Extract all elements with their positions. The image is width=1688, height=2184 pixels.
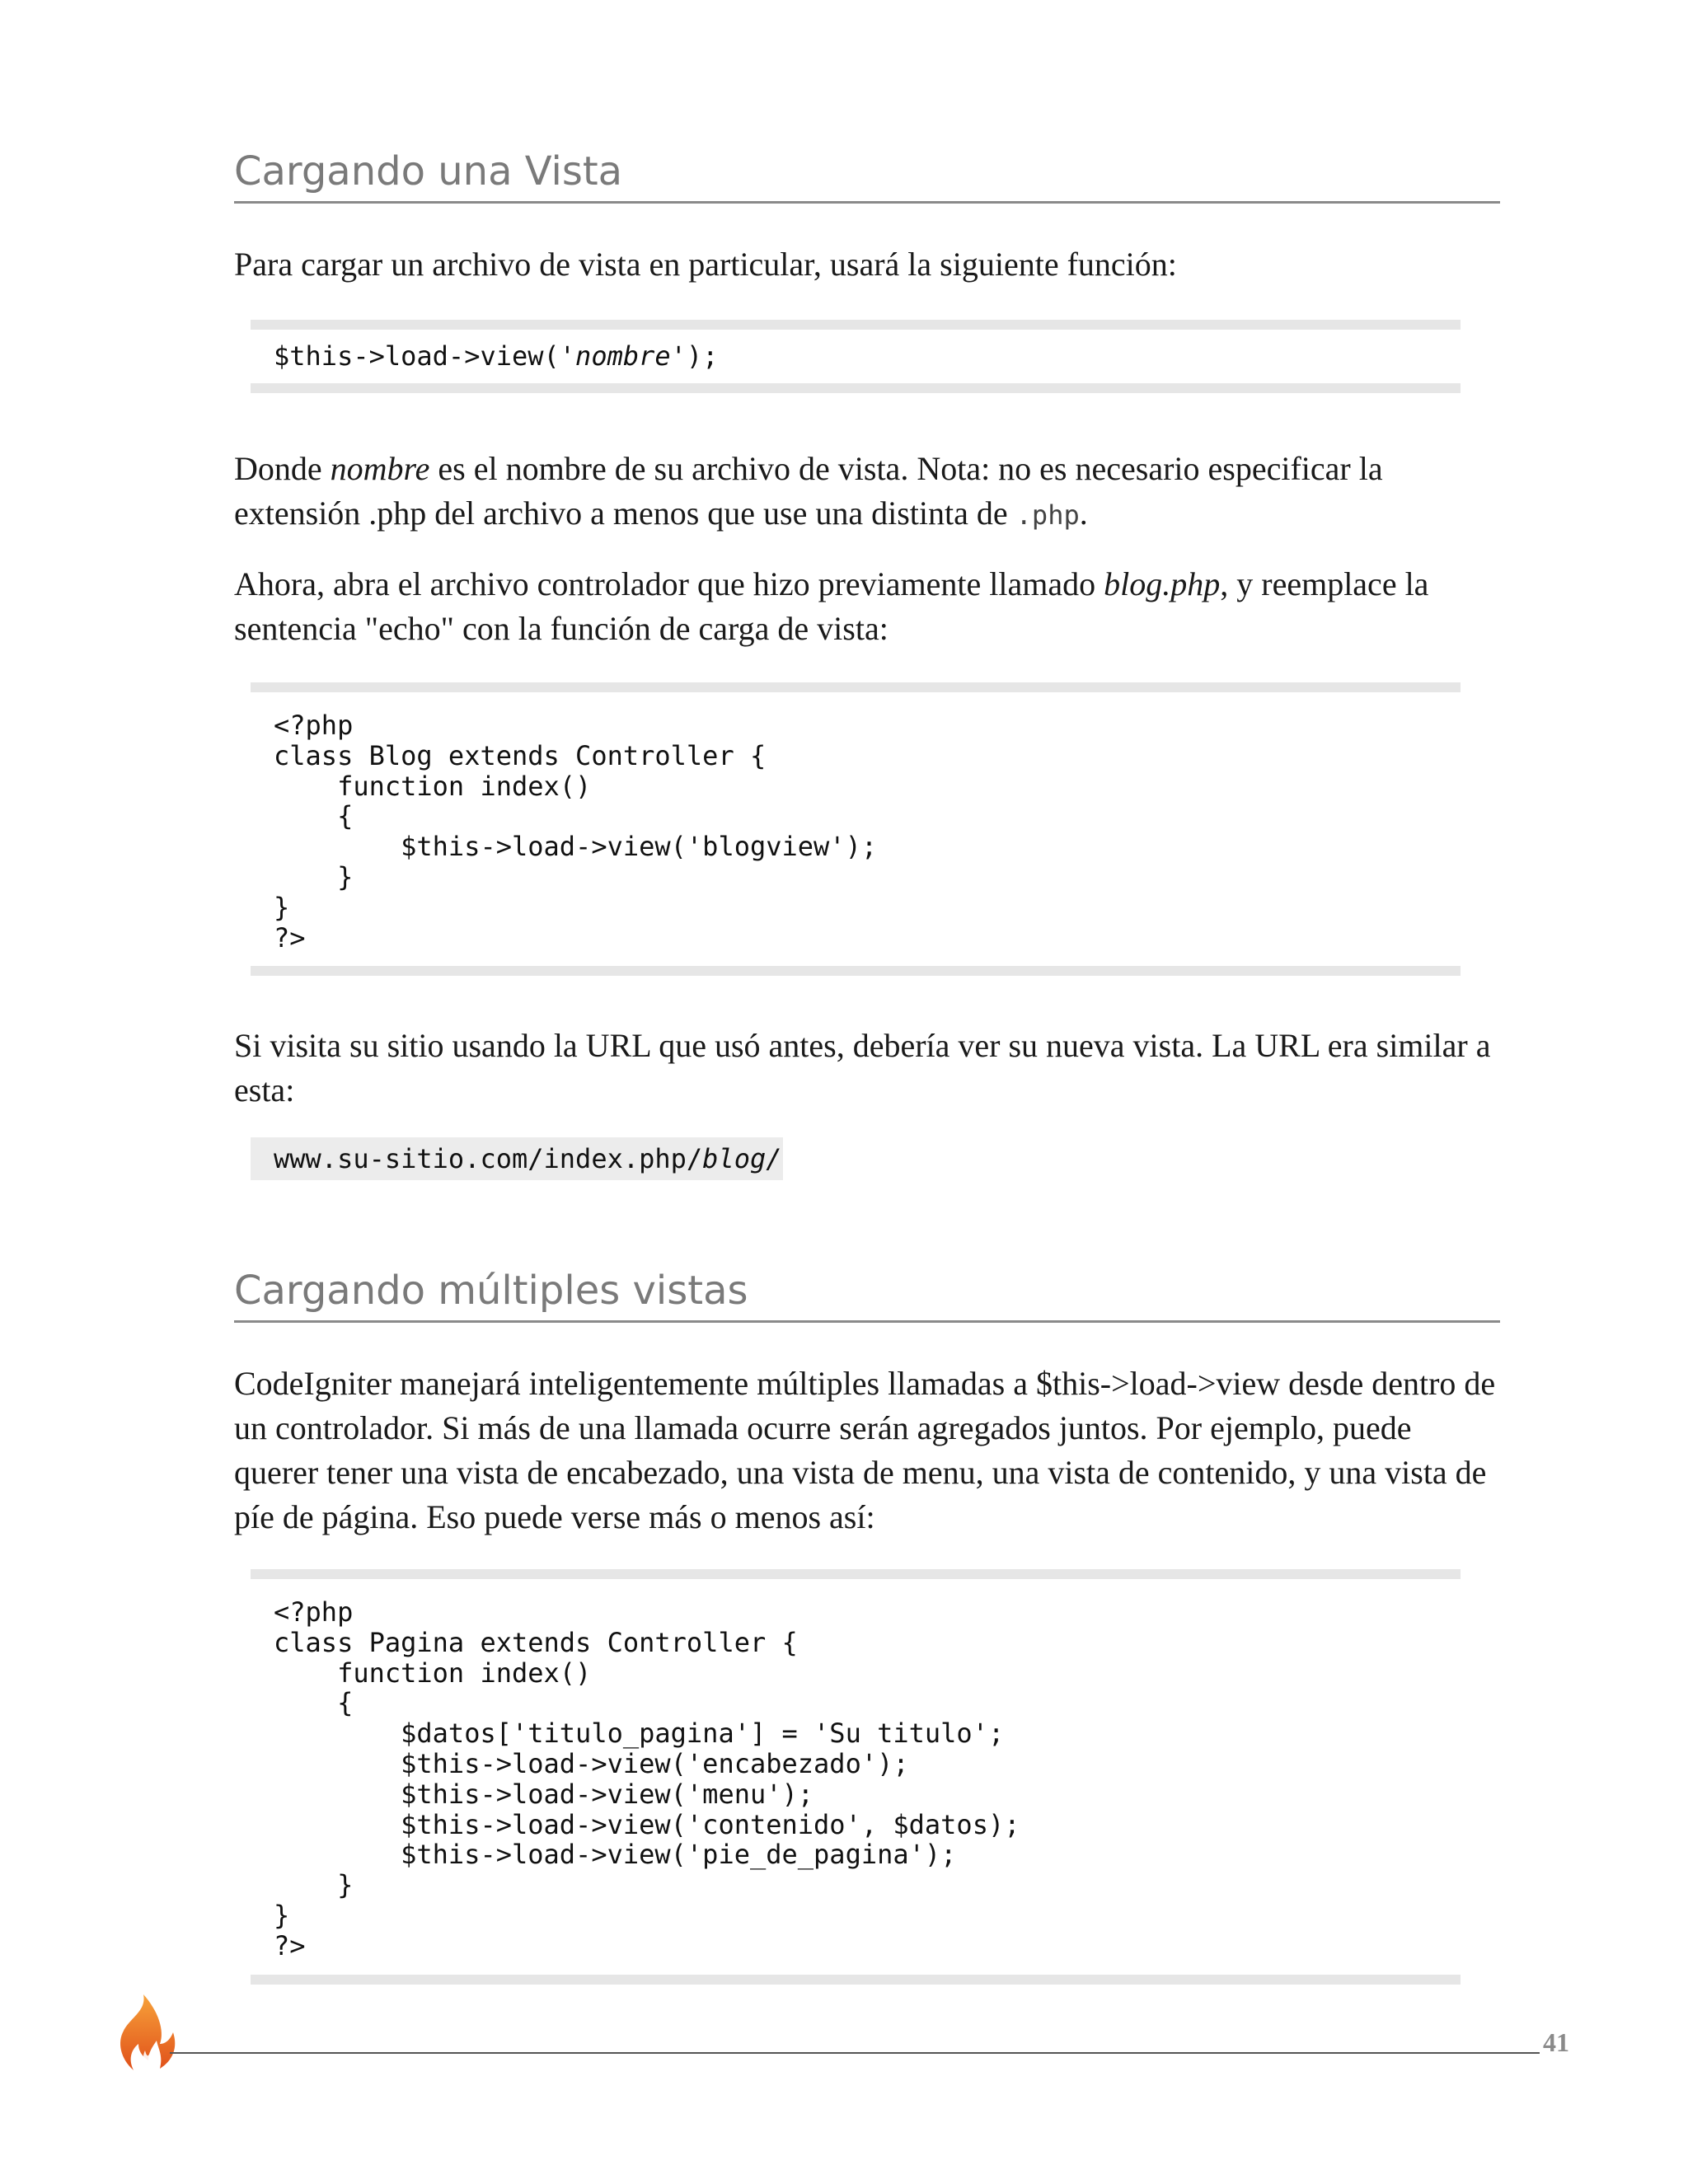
code-line: } [274, 1899, 290, 1931]
code-block-pagina-controller [251, 1569, 1461, 1985]
footer-rule [170, 2052, 1540, 2054]
code-line: ?> [274, 1929, 306, 1961]
code-line: $this->load->view('menu'); [274, 1778, 814, 1810]
code-line: $this->load->view('pie_de_pagina'); [274, 1839, 957, 1871]
code-blog-controller [251, 692, 1461, 966]
text-fragment: . [1079, 494, 1088, 532]
paragraph-multiple-views: CodeIgniter manejará inteligentemente múltiples llamadas a $this->load->view desde dentro de un controlador. Si más de una llamada ocurre serán agregados juntos. Por ejemplo, puede querer tener una vista de encabezado, una vista de menu, una vista de contenido, y una vista de píe de página. Eso puede verse más o menos así: [234, 1365, 1496, 1535]
code-line: } [274, 891, 290, 923]
code-arg-nombre: nombre [575, 340, 671, 372]
section-heading-multiple-views: Cargando múltiples vistas [234, 1266, 1500, 1323]
code-load-view [251, 330, 1461, 383]
intro-paragraph: Para cargar un archivo de vista en particular, usará la siguiente función: [234, 246, 1177, 283]
text-fragment: es el nombre de su archivo de vista. Nota: no es necesario especificar la extensión .php del archivo a menos que use una distinta de [234, 450, 1383, 532]
code-line: $this->load->view('blogview'); [274, 831, 878, 863]
code-line: { [274, 1687, 354, 1719]
emphasis-nombre: nombre [330, 450, 430, 487]
code-pagina-controller [251, 1579, 1461, 1975]
code-line: function index() [274, 770, 592, 802]
page-number: 41 [1543, 2027, 1569, 2057]
section-heading-loading-view: Cargando una Vista [234, 147, 1500, 204]
code-block-blog-controller [251, 682, 1461, 976]
text-fragment: , y reemplace la sentencia "echo" con la función de carga de vista: [234, 565, 1429, 647]
code-line: class Pagina extends Controller { [274, 1626, 798, 1658]
code-line: $this->load->view('encabezado'); [274, 1747, 909, 1779]
text-fragment: Ahora, abra el archivo controlador que hizo previamente llamado [234, 565, 1104, 602]
inline-code-php: .php [1015, 499, 1080, 531]
code-block-load-view [251, 320, 1461, 393]
code-line: function index() [274, 1657, 592, 1689]
code-line: $this->load->view('contenido', $datos); [274, 1808, 1020, 1840]
code-line: } [274, 1869, 354, 1901]
emphasis-blog-php: blog.php [1104, 565, 1221, 602]
url-example [251, 1137, 783, 1180]
url-base: www.su-sitio.com/index.php/ [274, 1143, 703, 1174]
code-fragment: $this->load->view(' [274, 340, 576, 372]
codeigniter-flame-icon [106, 1993, 180, 2075]
code-line: ?> [274, 921, 306, 954]
paragraph-visit-site: Si visita su sitio usando la URL que usó antes, debería ver su nueva vista. La URL era similar a esta: [234, 1027, 1491, 1108]
text-fragment: Donde [234, 450, 331, 487]
paragraph-open-controller [234, 562, 1500, 651]
url-segment-blog: blog/ [702, 1143, 782, 1174]
code-line: } [274, 860, 354, 893]
code-line: class Blog extends Controller { [274, 739, 767, 771]
code-line: <?php [274, 1596, 354, 1628]
code-fragment: '); [670, 340, 719, 372]
paragraph-nombre-explanation [234, 447, 1500, 537]
code-line: <?php [274, 710, 354, 741]
code-line: { [274, 800, 354, 832]
code-line: $datos['titulo_pagina'] = 'Su titulo'; [274, 1718, 1005, 1750]
